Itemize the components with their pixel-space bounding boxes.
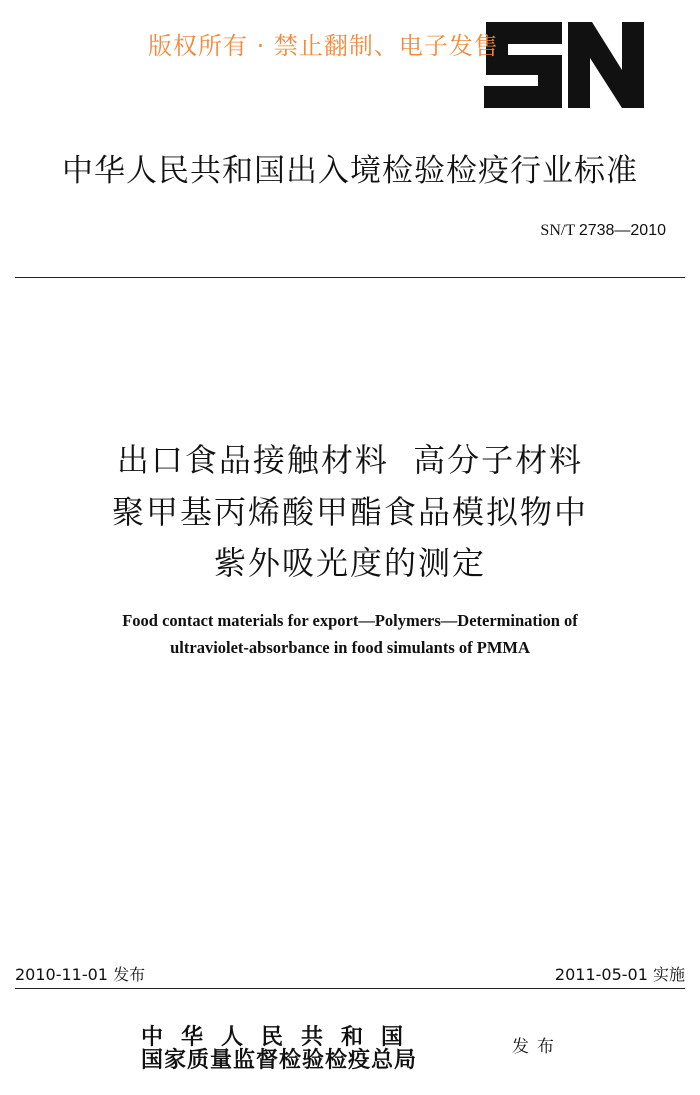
- title-en-line2: ultraviolet-absorbance in food simulants of PMMA: [170, 638, 530, 657]
- standard-number: [540, 222, 666, 240]
- title-en-line1: Food contact materials for export—Polymers—Determination of: [122, 611, 578, 630]
- top-divider: [15, 277, 685, 278]
- title-cn-line2: 聚甲基丙烯酸甲酯食品模拟物中: [111, 493, 588, 531]
- title-cn-line3: 紫外吸光度的测定: [213, 544, 486, 582]
- issue-date: 2010-11-01 发布: [15, 965, 146, 984]
- standard-prefix: SN/T: [540, 222, 575, 239]
- issuer-line2: 国家质量监督检验检疫总局: [141, 1047, 418, 1073]
- implementation-date: 2011-05-01 实施: [554, 965, 685, 984]
- title-cn-line1: 出口食品接触材料 高分子材料: [116, 441, 584, 479]
- watermark-text: 版权所有 · 禁止翻制、电子发售: [148, 32, 499, 60]
- standard-code: 2738—2010: [578, 222, 666, 239]
- issuer-line1: 中华人民共和国: [141, 1024, 422, 1050]
- publish-label: 发布: [512, 1037, 562, 1057]
- bottom-divider: [15, 988, 685, 989]
- org-title: 中华人民共和国出入境检验检疫行业标准: [62, 153, 638, 189]
